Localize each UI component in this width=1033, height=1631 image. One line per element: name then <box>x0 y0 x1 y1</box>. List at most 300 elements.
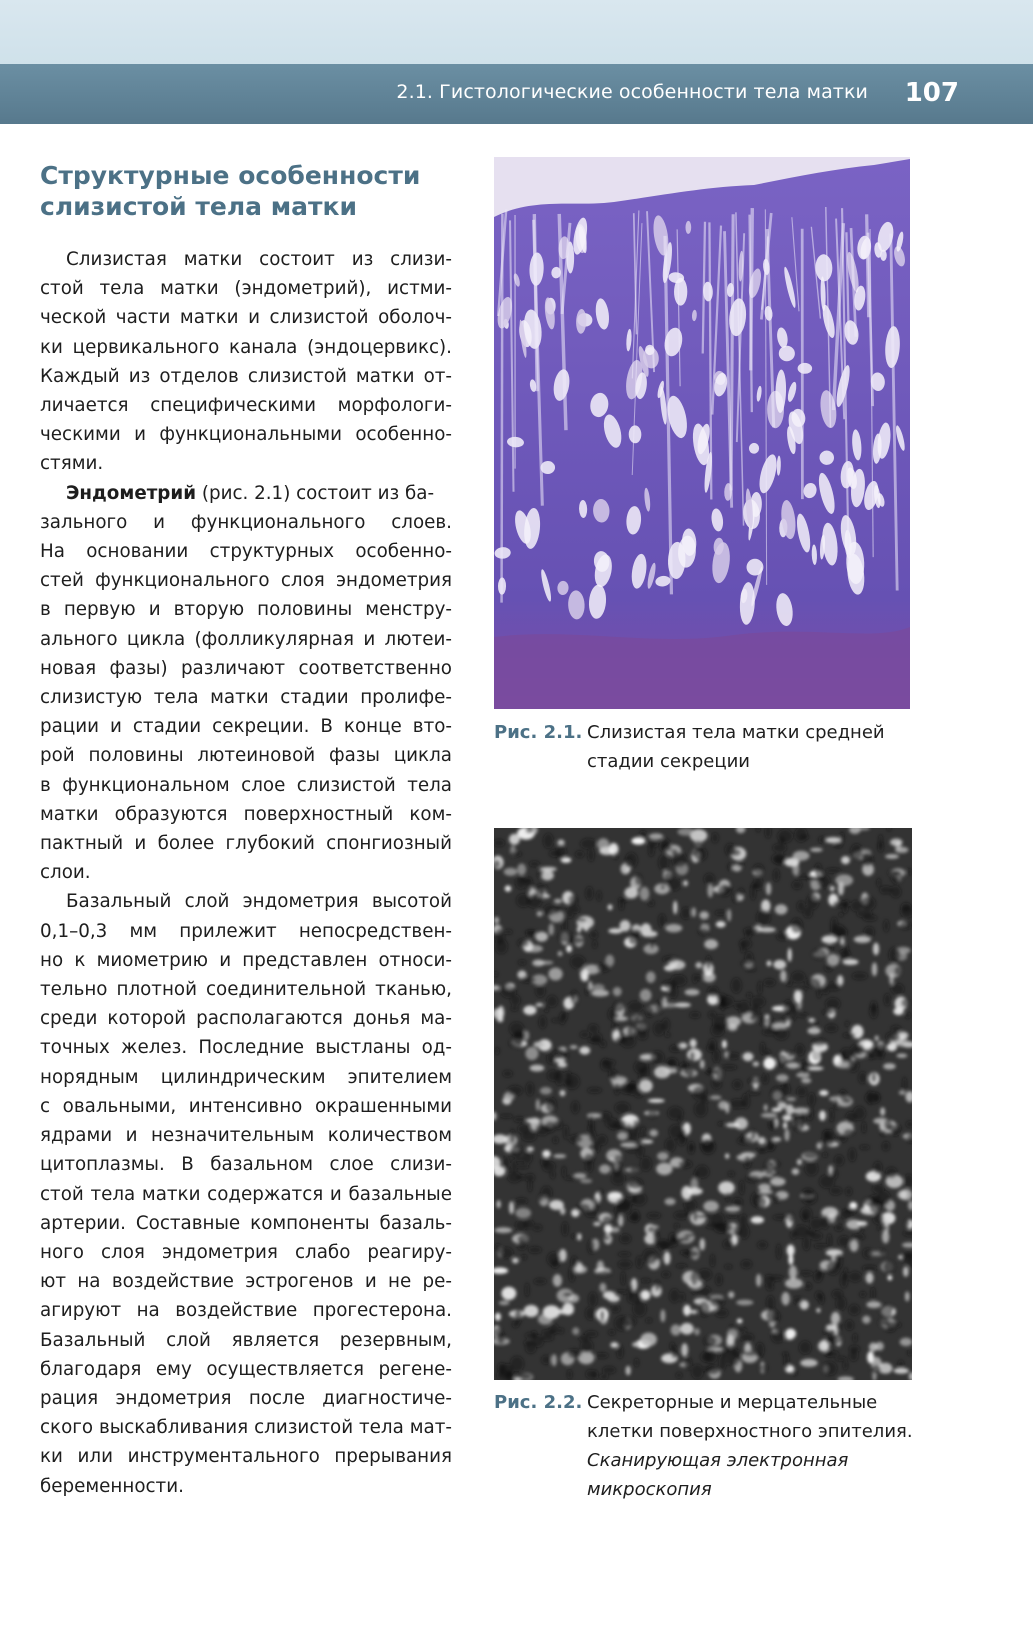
surface-shadow <box>727 1214 739 1218</box>
surface-shadow <box>700 1139 714 1152</box>
surface-shadow <box>600 1374 608 1380</box>
surface-shadow <box>580 1339 593 1352</box>
surface-speckle <box>722 1040 727 1049</box>
surface-shadow <box>639 830 646 838</box>
surface-shadow <box>776 1054 788 1067</box>
surface-shadow <box>625 852 637 868</box>
surface-shadow <box>850 844 862 860</box>
surface-shadow <box>525 877 533 892</box>
surface-shadow <box>518 960 526 965</box>
surface-shadow <box>669 1289 679 1303</box>
text-line: рой половины лютеиновой фазы цикла <box>40 745 452 767</box>
surface-shadow <box>569 1134 583 1143</box>
surface-speckle <box>665 1198 676 1205</box>
surface-shadow <box>759 1014 766 1026</box>
surface-shadow <box>629 934 639 945</box>
surface-speckle <box>896 1053 907 1057</box>
surface-speckle <box>501 1287 516 1300</box>
surface-speckle <box>566 945 572 952</box>
surface-speckle <box>737 1319 743 1324</box>
surface-shadow <box>695 1165 709 1178</box>
text-line: слизистую тела матки стадии пролифе- <box>40 687 452 709</box>
text-line: На основании структурных особенно- <box>40 541 452 563</box>
surface-shadow <box>891 1026 901 1032</box>
surface-speckle <box>608 928 622 933</box>
text-line: ки цервикального канала (эндоцервикс). <box>40 336 452 358</box>
surface-shadow <box>522 1152 532 1164</box>
surface-shadow <box>615 1037 627 1044</box>
surface-shadow <box>715 1309 728 1318</box>
surface-speckle <box>599 1164 610 1173</box>
surface-speckle <box>794 990 802 1004</box>
surface-speckle <box>716 921 726 928</box>
body-text <box>40 245 452 1501</box>
surface-shadow <box>500 1114 513 1118</box>
surface-speckle <box>673 901 677 915</box>
surface-shadow <box>647 1213 661 1219</box>
surface-shadow <box>733 1226 741 1237</box>
surface-speckle <box>654 1066 670 1078</box>
surface-speckle <box>533 1042 544 1048</box>
surface-shadow <box>796 1087 806 1097</box>
surface-shadow <box>553 1137 559 1144</box>
surface-shadow <box>510 1145 524 1157</box>
surface-shadow <box>635 874 642 886</box>
surface-shadow <box>756 910 770 925</box>
surface-shadow <box>653 1256 662 1260</box>
surface-shadow <box>622 1316 637 1326</box>
surface-speckle <box>646 971 656 983</box>
text-line: ального цикла (фолликулярная и лютеи- <box>40 628 452 650</box>
surface-shadow <box>614 1120 626 1131</box>
surface-shadow <box>743 1351 758 1357</box>
surface-shadow <box>750 1014 758 1022</box>
sem-image <box>494 828 912 1380</box>
surface-shadow <box>587 1240 595 1254</box>
surface-shadow <box>759 1364 768 1372</box>
surface-shadow <box>772 853 787 864</box>
surface-shadow <box>706 1223 719 1229</box>
surface-shadow <box>694 840 703 852</box>
surface-shadow <box>859 1292 866 1298</box>
surface-shadow <box>771 1329 784 1343</box>
text-line: среди которой располагаются донья ма- <box>40 1008 452 1030</box>
surface-shadow <box>758 981 763 994</box>
surface-speckle <box>587 1113 602 1118</box>
surface-shadow <box>614 852 619 859</box>
surface-shadow <box>627 1123 632 1137</box>
surface-shadow <box>640 1157 651 1172</box>
surface-shadow <box>786 979 792 986</box>
surface-shadow <box>753 877 763 890</box>
surface-speckle <box>753 1061 760 1066</box>
surface-speckle <box>873 943 879 956</box>
surface-shadow <box>808 1093 815 1107</box>
surface-speckle <box>498 1006 504 1019</box>
surface-shadow <box>571 1101 579 1113</box>
surface-shadow <box>822 1215 829 1229</box>
surface-shadow <box>707 986 718 997</box>
surface-speckle <box>661 1003 678 1008</box>
surface-shadow <box>823 1130 830 1140</box>
surface-shadow <box>825 1024 838 1032</box>
surface-shadow <box>724 1265 732 1269</box>
surface-speckle <box>793 851 810 861</box>
surface-shadow <box>857 910 873 918</box>
surface-shadow <box>823 1152 828 1157</box>
text-line: рация эндометрия после диагностиче- <box>40 1387 452 1409</box>
surface-shadow <box>515 1157 524 1161</box>
surface-shadow <box>620 1234 632 1244</box>
surface-shadow <box>517 1175 527 1180</box>
surface-shadow <box>814 1244 828 1249</box>
text-line: стой тела матки (эндометрий), истми- <box>40 278 452 300</box>
surface-speckle <box>690 1039 697 1048</box>
surface-speckle <box>838 882 844 896</box>
surface-shadow <box>849 1304 860 1315</box>
surface-shadow <box>568 1349 582 1359</box>
surface-shadow <box>592 1370 598 1379</box>
surface-shadow <box>692 974 697 984</box>
surface-shadow <box>801 1190 817 1204</box>
text-line: агируют на воздействие прогестерона. <box>40 1300 452 1322</box>
surface-shadow <box>608 1329 615 1335</box>
surface-shadow <box>741 947 746 953</box>
gland-streak <box>502 214 503 603</box>
surface-shadow <box>878 1054 884 1059</box>
surface-shadow <box>836 1296 846 1310</box>
surface-shadow <box>871 1072 877 1082</box>
surface-shadow <box>676 1264 688 1268</box>
surface-shadow <box>515 1220 527 1231</box>
text-line: ского выскабливания слизистой тела мат- <box>40 1417 452 1439</box>
surface-shadow <box>681 907 691 919</box>
surface-shadow <box>520 976 536 983</box>
surface-shadow <box>580 838 596 849</box>
surface-shadow <box>611 1305 620 1312</box>
figure-label: Рис. 2.2. <box>494 1392 583 1413</box>
surface-shadow <box>852 972 867 980</box>
surface-shadow <box>814 1271 823 1282</box>
surface-shadow <box>517 1234 529 1243</box>
surface-speckle <box>665 924 682 933</box>
surface-shadow <box>751 1129 756 1140</box>
surface-speckle <box>626 1366 631 1376</box>
surface-shadow <box>800 835 809 840</box>
text-line: тельно плотной соединительной тканью, <box>40 979 452 1001</box>
surface-shadow <box>508 1086 523 1096</box>
surface-shadow <box>863 1248 873 1259</box>
surface-shadow <box>627 1024 634 1040</box>
surface-shadow <box>802 1212 807 1222</box>
surface-shadow <box>882 1141 890 1151</box>
surface-shadow <box>547 995 558 1007</box>
surface-shadow <box>676 1372 682 1378</box>
surface-shadow <box>739 939 751 949</box>
surface-speckle <box>684 989 699 996</box>
surface-speckle <box>526 1118 541 1123</box>
surface-speckle <box>579 1046 590 1054</box>
surface-shadow <box>770 1122 775 1130</box>
figure-2-1-caption <box>494 718 924 776</box>
surface-speckle <box>900 1189 912 1201</box>
surface-shadow <box>585 1307 595 1320</box>
surface-shadow <box>547 1052 556 1064</box>
surface-shadow <box>618 1252 631 1257</box>
surface-shadow <box>631 1209 640 1222</box>
surface-speckle <box>496 1200 500 1208</box>
surface-shadow <box>812 1020 818 1027</box>
surface-shadow <box>497 1363 505 1372</box>
surface-shadow <box>612 1020 618 1032</box>
surface-shadow <box>558 1328 564 1334</box>
surface-shadow <box>880 1304 893 1320</box>
surface-shadow <box>703 1336 716 1347</box>
text-line: 0,1–0,3 мм прилежит непосредствен- <box>40 920 452 942</box>
surface-shadow <box>678 1160 692 1168</box>
surface-shadow <box>669 1232 679 1241</box>
surface-speckle <box>580 1179 592 1184</box>
surface-speckle <box>880 1107 885 1116</box>
surface-shadow <box>535 1124 549 1136</box>
surface-shadow <box>635 1015 643 1025</box>
surface-speckle <box>608 904 613 910</box>
surface-shadow <box>877 878 881 887</box>
surface-speckle <box>743 1052 754 1061</box>
surface-shadow <box>815 1291 823 1300</box>
surface-speckle <box>807 1027 820 1034</box>
surface-shadow <box>568 895 578 907</box>
text-line: точных желез. Последние выстланы од- <box>40 1037 452 1059</box>
surface-shadow <box>839 912 843 917</box>
surface-shadow <box>588 1024 599 1033</box>
surface-speckle <box>553 1274 562 1287</box>
surface-shadow <box>869 1198 880 1214</box>
surface-shadow <box>596 891 601 902</box>
surface-speckle <box>788 948 792 962</box>
surface-shadow <box>790 1231 797 1239</box>
surface-speckle <box>775 904 788 914</box>
surface-shadow <box>830 1187 842 1195</box>
surface-shadow <box>615 1102 630 1113</box>
text-line: ного слоя эндометрия слабо реагиру- <box>40 1241 452 1263</box>
surface-shadow <box>900 921 912 930</box>
text-line: пактный и более глубокий спонгиозный <box>40 833 452 855</box>
surface-speckle <box>535 1003 543 1007</box>
surface-shadow <box>614 1290 628 1295</box>
surface-shadow <box>805 1161 818 1176</box>
surface-shadow <box>559 1013 566 1025</box>
surface-shadow <box>888 870 901 876</box>
surface-shadow <box>521 1254 527 1259</box>
surface-speckle <box>841 856 850 864</box>
surface-speckle <box>509 1201 514 1214</box>
surface-speckle <box>683 1305 691 1316</box>
surface-shadow <box>809 1232 822 1241</box>
surface-speckle <box>694 1328 700 1335</box>
surface-speckle <box>540 1087 552 1095</box>
surface-shadow <box>745 968 756 972</box>
surface-speckle <box>707 884 713 898</box>
surface-speckle <box>888 1275 893 1280</box>
text-line: норядным цилиндрическим эпителием <box>40 1066 452 1088</box>
surface-shadow <box>549 850 561 858</box>
surface-shadow <box>834 1099 838 1110</box>
surface-shadow <box>712 833 719 843</box>
surface-shadow <box>873 1162 882 1174</box>
surface-shadow <box>753 864 764 875</box>
surface-shadow <box>737 861 744 867</box>
surface-shadow <box>878 1319 890 1326</box>
surface-shadow <box>741 1260 752 1269</box>
surface-shadow <box>823 1330 831 1335</box>
surface-speckle <box>524 1305 539 1317</box>
surface-shadow <box>828 1334 843 1345</box>
surface-shadow <box>674 1211 689 1220</box>
surface-shadow <box>694 1102 707 1117</box>
surface-shadow <box>759 1148 768 1153</box>
section-heading <box>40 160 460 222</box>
surface-shadow <box>705 1366 720 1375</box>
surface-shadow <box>665 1033 671 1038</box>
surface-speckle <box>865 1272 873 1283</box>
surface-shadow <box>669 985 678 998</box>
surface-shadow <box>509 851 522 857</box>
surface-shadow <box>814 876 824 882</box>
surface-shadow <box>730 849 741 857</box>
surface-shadow <box>537 871 543 879</box>
surface-speckle <box>495 1313 501 1321</box>
surface-speckle <box>572 1327 579 1335</box>
surface-speckle <box>617 1132 628 1141</box>
caption-line: Сканирующая электронная <box>587 1450 849 1471</box>
surface-shadow <box>671 975 687 987</box>
surface-shadow <box>783 1000 795 1016</box>
surface-speckle <box>540 867 557 871</box>
surface-shadow <box>691 1289 702 1295</box>
surface-speckle <box>882 1230 889 1243</box>
surface-shadow <box>825 998 840 1010</box>
surface-shadow <box>514 1117 526 1123</box>
surface-shadow <box>836 1321 841 1331</box>
surface-shadow <box>907 1349 911 1355</box>
surface-speckle <box>681 1186 691 1200</box>
surface-shadow <box>715 1274 722 1286</box>
text-line: матки образуются поверхностный ком- <box>40 803 452 825</box>
surface-shadow <box>766 1015 773 1030</box>
surface-shadow <box>628 1001 643 1012</box>
surface-speckle <box>599 1283 606 1292</box>
surface-speckle <box>530 1065 545 1072</box>
surface-shadow <box>575 851 584 858</box>
surface-speckle <box>761 1113 778 1118</box>
surface-speckle <box>593 1222 601 1226</box>
surface-shadow <box>725 1345 736 1354</box>
surface-shadow <box>792 1117 804 1132</box>
surface-shadow <box>886 1167 898 1178</box>
surface-shadow <box>795 1044 805 1056</box>
surface-shadow <box>627 1293 642 1304</box>
surface-shadow <box>632 1196 637 1204</box>
surface-shadow <box>885 1326 895 1332</box>
surface-speckle <box>726 1123 740 1128</box>
surface-shadow <box>901 903 911 913</box>
surface-speckle <box>680 1323 694 1335</box>
surface-shadow <box>528 1246 541 1253</box>
surface-speckle <box>648 1099 665 1103</box>
surface-shadow <box>658 855 668 870</box>
surface-shadow <box>840 831 844 843</box>
surface-shadow <box>704 1349 718 1363</box>
surface-shadow <box>647 1109 657 1118</box>
surface-shadow <box>620 1083 635 1094</box>
surface-shadow <box>564 1176 577 1180</box>
surface-shadow <box>563 1292 573 1297</box>
surface-speckle <box>677 828 694 836</box>
surface-shadow <box>836 927 848 937</box>
figure-2-1-micrograph <box>494 157 910 709</box>
surface-shadow <box>799 1341 811 1354</box>
surface-shadow <box>562 1222 569 1236</box>
surface-speckle <box>885 854 899 859</box>
surface-shadow <box>533 1224 542 1231</box>
surface-shadow <box>870 1001 877 1012</box>
surface-shadow <box>853 1333 858 1342</box>
surface-shadow <box>571 1234 579 1239</box>
surface-shadow <box>842 901 848 913</box>
surface-speckle <box>887 1043 897 1051</box>
surface-speckle <box>800 1359 818 1367</box>
surface-shadow <box>780 1017 795 1021</box>
micrograph-image <box>494 157 910 709</box>
text-span: (рис. 2.1) состоит из ба- <box>196 482 435 504</box>
text-line: в первую и вторую половины менстру- <box>40 599 452 621</box>
surface-shadow <box>602 1216 613 1226</box>
surface-speckle <box>758 1184 771 1191</box>
surface-shadow <box>806 894 818 910</box>
page-top-band <box>0 0 1033 64</box>
surface-shadow <box>600 1310 605 1321</box>
text-line: слои. <box>40 862 91 884</box>
surface-shadow <box>510 1129 515 1144</box>
surface-speckle <box>515 1208 531 1219</box>
text-line: зального и функционального слоев. <box>40 511 452 533</box>
surface-shadow <box>792 1369 797 1375</box>
surface-shadow <box>737 1327 747 1332</box>
surface-shadow <box>608 1008 616 1020</box>
surface-shadow <box>587 1087 601 1093</box>
surface-shadow <box>838 1134 847 1143</box>
surface-shadow <box>838 1236 850 1247</box>
surface-shadow <box>791 918 803 933</box>
surface-shadow <box>742 1093 750 1108</box>
surface-shadow <box>658 914 666 927</box>
surface-shadow <box>878 841 884 852</box>
surface-shadow <box>797 901 805 912</box>
surface-shadow <box>706 955 712 969</box>
surface-speckle <box>562 1303 574 1316</box>
surface-shadow <box>728 1171 735 1176</box>
surface-speckle <box>504 868 517 876</box>
surface-shadow <box>710 1298 725 1307</box>
surface-speckle <box>615 1016 627 1021</box>
surface-shadow <box>690 1271 698 1285</box>
surface-speckle <box>819 1110 826 1120</box>
text-line: Каждый из отделов слизистой матки от- <box>40 365 452 387</box>
surface-speckle <box>725 1102 729 1113</box>
surface-speckle <box>756 1274 761 1287</box>
surface-shadow <box>598 1189 603 1197</box>
